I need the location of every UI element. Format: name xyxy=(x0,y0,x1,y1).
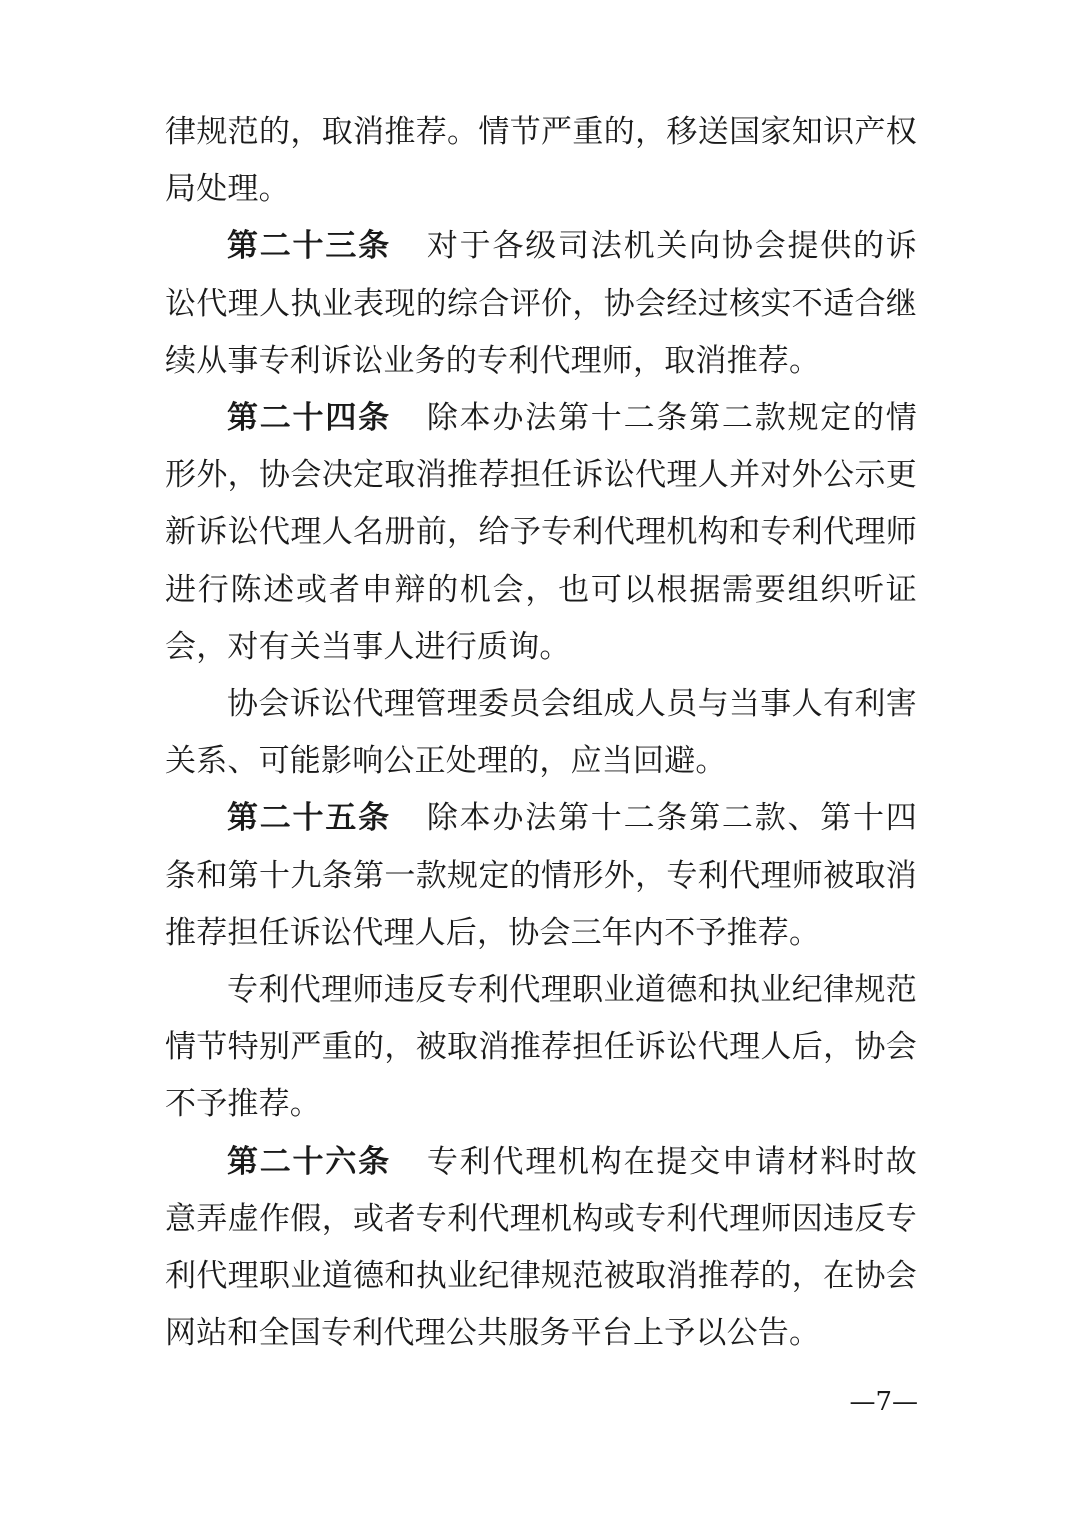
paragraph-text: 律规范的，取消推荐。情节严重的，移送国家知识产权局处理。 xyxy=(165,114,917,208)
paragraph-text: 对于各级司法机关向协会提供的诉讼代理人执业表现的综合评价，协会经过核实不适合继续从事专利诉讼业务的专利代理师，取消推荐。 xyxy=(165,228,918,379)
paragraph-text: 专利代理师违反专利代理职业道德和执业纪律规范情节特别严重的，被取消推荐担任诉讼代理人后，协会不予推荐。 xyxy=(165,972,917,1123)
article-25-clause-2 xyxy=(165,962,917,1134)
article-24 xyxy=(165,390,917,676)
article-number: 第二十三条 xyxy=(227,228,391,265)
paragraph-continued xyxy=(165,104,917,218)
article-26 xyxy=(165,1134,917,1363)
paragraph-text: 专利代理机构在提交申请材料时故意弄虚作假，或者专利代理机构或专利代理师因违反专利代理职业道德和执业纪律规范被取消推荐的，在协会网站和全国专利代理公共服务平台上予以公告。 xyxy=(165,1143,918,1352)
article-number: 第二十六条 xyxy=(227,1143,391,1180)
article-number: 第二十五条 xyxy=(227,800,391,837)
article-25 xyxy=(165,790,917,962)
page-number: —7— xyxy=(849,1387,918,1417)
document-page xyxy=(165,104,917,1362)
paragraph-text: 除本办法第十二条第二款规定的情形外，协会决定取消推荐担任诉讼代理人并对外公示更新诉讼代理人名册前，给予专利代理机构和专利代理师进行陈述或者申辩的机会，也可以根据需要组织听证会，对有关当事人进行质询。 xyxy=(165,400,918,665)
article-23 xyxy=(165,218,917,390)
paragraph-text: 除本办法第十二条第二款、第十四条和第十九条第一款规定的情形外，专利代理师被取消推荐担任诉讼代理人后，协会三年内不予推荐。 xyxy=(165,800,918,951)
article-24-clause-2 xyxy=(165,676,917,790)
article-number: 第二十四条 xyxy=(227,400,391,437)
paragraph-text: 协会诉讼代理管理委员会组成人员与当事人有利害关系、可能影响公正处理的，应当回避。 xyxy=(165,686,917,780)
